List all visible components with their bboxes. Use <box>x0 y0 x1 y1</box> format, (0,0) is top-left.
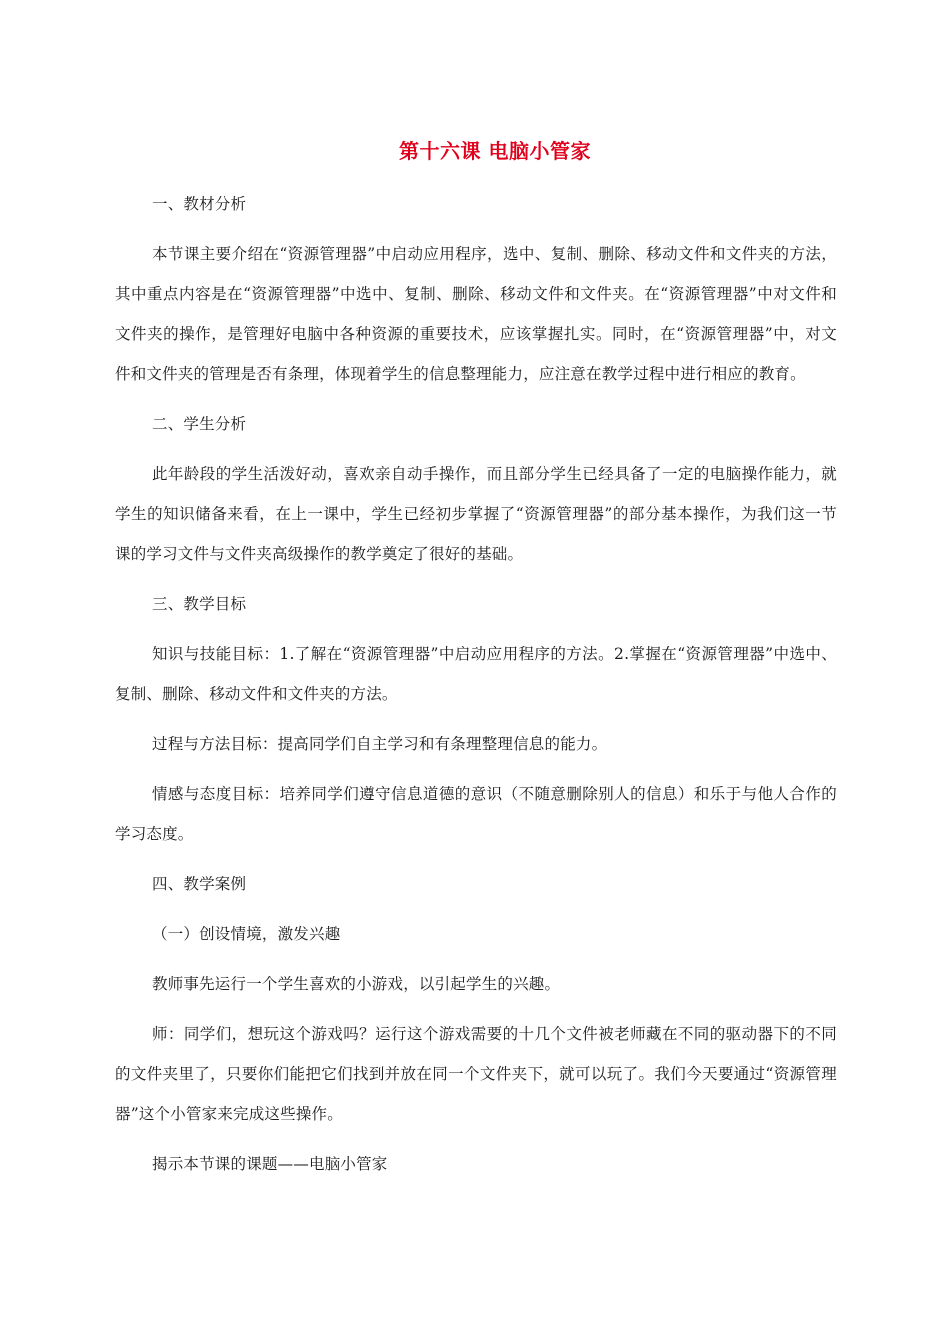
subheading-create-situation: （一）创设情境，激发兴趣 <box>152 925 341 943</box>
paragraph-knowledge-goal: 知识与技能目标：1.了解在“资源管理器”中启动应用程序的方法。2.掌握在“资源管理器”中选中、复制、删除、移动文件和文件夹的方法。 <box>115 645 837 703</box>
paragraph-teacher-game: 教师事先运行一个学生喜欢的小游戏，以引起学生的兴趣。 <box>152 975 561 993</box>
document-body <box>115 184 837 1194</box>
paragraph-teacher-dialogue: 师：同学们，想玩这个游戏吗？运行这个游戏需要的十几个文件被老师藏在不同的驱动器下的不同的文件夹里了，只要你们能把它们找到并放在同一个文件夹下，就可以玩了。我们今天要通过“资源管理器”这个小管家来完成这些操作。 <box>115 1025 837 1123</box>
section-heading-textbook-analysis: 一、教材分析 <box>152 195 247 213</box>
section-heading-teaching-case: 四、教学案例 <box>152 875 247 893</box>
paragraph-student-analysis: 此年龄段的学生活泼好动，喜欢亲自动手操作，而且部分学生已经具备了一定的电脑操作能力，就学生的知识储备来看，在上一课中，学生已经初步掌握了“资源管理器”的部分基本操作，为我们这一节课的学习文件与文件夹高级操作的教学奠定了很好的基础。 <box>115 465 837 563</box>
section-heading-student-analysis: 二、学生分析 <box>152 415 247 433</box>
document-title: 第十六课 电脑小管家 <box>399 139 591 163</box>
section-heading-teaching-goals: 三、教学目标 <box>152 595 247 613</box>
paragraph-process-goal: 过程与方法目标：提高同学们自主学习和有条理整理信息的能力。 <box>152 735 608 753</box>
paragraph-reveal-topic: 揭示本节课的课题——电脑小管家 <box>152 1155 388 1173</box>
paragraph-textbook-analysis: 本节课主要介绍在“资源管理器”中启动应用程序，选中、复制、删除、移动文件和文件夹的方法，其中重点内容是在“资源管理器”中选中、复制、删除、移动文件和文件夹。在“资源管理器”中对文件和文件夹的操作，是管理好电脑中各种资源的重要技术，应该掌握扎实。同时，在“资源管理器”中，对文件和文件夹的管理是否有条理，体现着学生的信息整理能力，应注意在教学过程中进行相应的教育。 <box>115 245 837 383</box>
paragraph-attitude-goal: 情感与态度目标：培养同学们遵守信息道德的意识（不随意删除别人的信息）和乐于与他人合作的学习态度。 <box>115 785 837 843</box>
